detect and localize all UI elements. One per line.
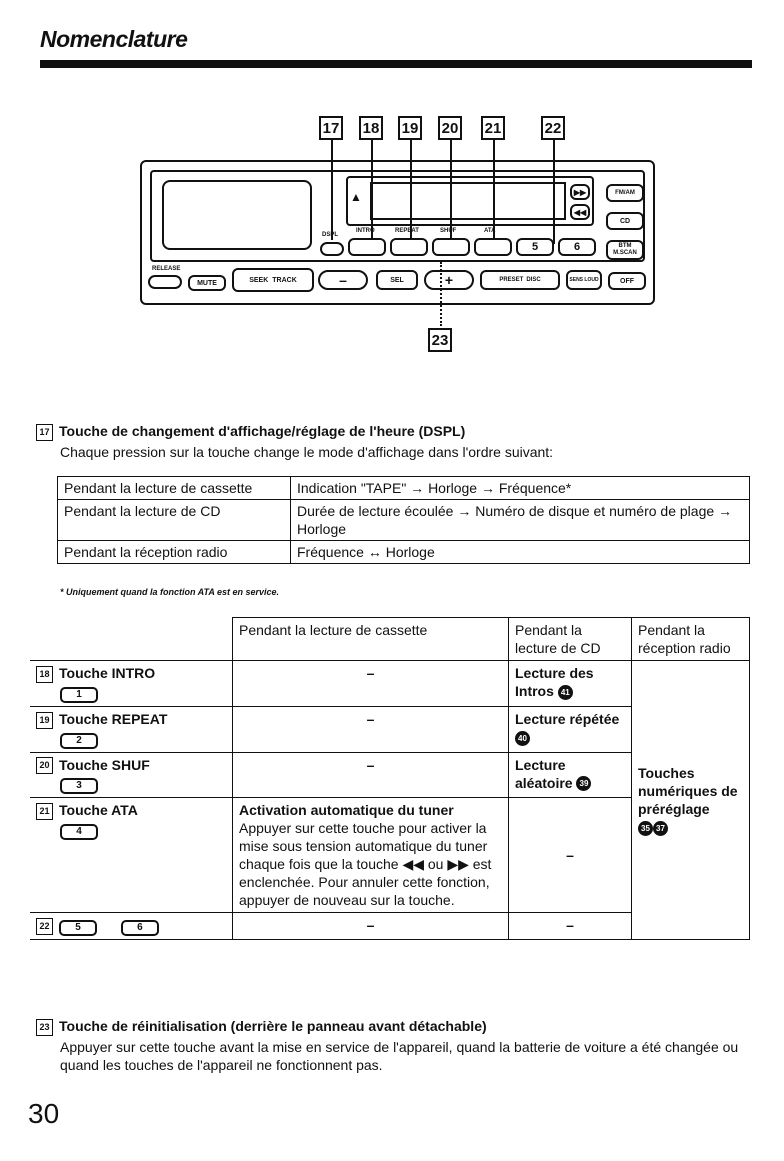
off-button[interactable]: OFF: [608, 272, 646, 290]
ff-button[interactable]: ▶▶: [570, 184, 590, 200]
cd-cell: –: [509, 913, 632, 940]
row-number-22: 22: [36, 918, 53, 935]
radio-text: Touches numériques de préréglage: [638, 765, 738, 818]
section-23-heading: [36, 1018, 487, 1036]
section-17-body: Chaque pression sur la touche change le mode d'affichage dans l'ordre suivant:: [60, 444, 554, 460]
mode-cell: Pendant la lecture de CD: [58, 500, 291, 541]
row-label-18: [30, 661, 233, 707]
cassette-cell: –: [233, 706, 509, 752]
preset-label-shuf: SHUF: [440, 228, 457, 234]
cd-cell: [509, 661, 632, 707]
header-radio: Pendant la réception radio: [632, 618, 750, 661]
key-5-icon: 5: [59, 920, 97, 936]
row-number-21: 21: [36, 803, 53, 820]
cassette-cell: –: [233, 913, 509, 940]
cassette-door: [162, 180, 312, 250]
ref-37-icon: 37: [653, 821, 668, 836]
btm-label: BTM: [618, 243, 632, 249]
preset-2-button[interactable]: [390, 238, 428, 256]
sequence-cell: Durée de lecture écoulée → Numéro de disque et numéro de plage → Horloge: [291, 500, 750, 541]
ref-39-icon: 39: [576, 776, 591, 791]
disc-label: DISC: [526, 277, 541, 283]
callout-23: 23: [428, 328, 452, 352]
display-screen: [370, 182, 566, 220]
row-label-20: [30, 752, 233, 798]
seek-track-button[interactable]: [232, 268, 314, 292]
sequence-cell: Indication "TAPE" → Horloge → Fréquence*: [291, 477, 750, 500]
release-button[interactable]: [148, 275, 182, 289]
ata-description: Appuyer sur cette touche pour activer la mise sous tension automatique du tuner chaque fois que la touche ◀◀ ou ▶▶ est enclenchée. Pour annuler cette fonction, appuyer de nouveau sur la touche.: [239, 820, 492, 909]
volume-up-button[interactable]: +: [424, 270, 474, 290]
header-cassette: Pendant la lecture de cassette: [233, 618, 509, 661]
sens-loud-button[interactable]: SENS LOUD: [566, 270, 602, 290]
table-row: [30, 661, 750, 707]
leader-23: [440, 262, 442, 326]
preset-label-ata: ATA: [484, 228, 496, 234]
cd-cell: [509, 752, 632, 798]
dspl-button[interactable]: [320, 242, 344, 256]
row-title-19: Touche REPEAT: [59, 710, 168, 727]
row-number-18: 18: [36, 666, 53, 683]
callout-20: 20: [438, 116, 462, 140]
row-title-20: Touche SHUF: [59, 756, 150, 773]
row-number-19: 19: [36, 712, 53, 729]
ref-35-icon: 35: [638, 821, 653, 836]
key-4-icon: 4: [60, 824, 98, 840]
function-table: [30, 617, 750, 940]
footnote: * Uniquement quand la fonction ATA est en service.: [60, 587, 280, 597]
section-17-number: 17: [36, 424, 53, 441]
btm-button[interactable]: [606, 240, 644, 260]
seek-label: SEEK: [249, 276, 269, 284]
preset-label-repeat: REPEAT: [395, 228, 419, 234]
cassette-cell: [233, 798, 509, 913]
callout-19: 19: [398, 116, 422, 140]
volume-down-button[interactable]: –: [318, 270, 368, 290]
row-title-21: Touche ATA: [59, 802, 138, 819]
section-23-number: 23: [36, 1019, 53, 1036]
cd-cell: [509, 706, 632, 752]
mscan-label: M.SCAN: [613, 250, 637, 256]
empty-header-cell: [30, 618, 233, 661]
callout-22: 22: [541, 116, 565, 140]
callout-21: 21: [481, 116, 505, 140]
cd-cell: –: [509, 798, 632, 913]
preset-4-button[interactable]: [474, 238, 512, 256]
section-17-heading: [36, 423, 465, 441]
key-3-icon: 3: [60, 778, 98, 794]
preset-1-button[interactable]: [348, 238, 386, 256]
release-label: RELEASE: [152, 266, 181, 272]
table-row: [58, 500, 750, 541]
preset-label: PRESET: [499, 277, 524, 283]
callout-18: 18: [359, 116, 383, 140]
ata-title: Activation automatique du tuner: [239, 802, 454, 819]
cd-text: Lecture aléatoire: [515, 756, 573, 791]
table-row: [58, 541, 750, 564]
mode-cell: Pendant la lecture de cassette: [58, 477, 291, 500]
fm-am-button[interactable]: FM/AM: [606, 184, 644, 202]
preset-3-button[interactable]: [432, 238, 470, 256]
row-title-18: Touche INTRO: [59, 665, 156, 681]
cassette-cell: –: [233, 752, 509, 798]
callout-17: 17: [319, 116, 343, 140]
key-2-icon: 2: [60, 733, 98, 749]
key-6-icon: 6: [121, 920, 159, 936]
header-cd: Pendant la lecture de CD: [509, 618, 632, 661]
ref-41-icon: 41: [558, 685, 573, 700]
table-row: [58, 477, 750, 500]
sel-button[interactable]: SEL: [376, 270, 418, 290]
cd-button[interactable]: CD: [606, 212, 644, 230]
cd-text: Lecture des Intros: [515, 665, 594, 699]
ref-40-icon: 40: [515, 731, 530, 746]
row-label-21: [30, 798, 233, 913]
page-number: 30: [28, 1098, 60, 1129]
preset-6-button[interactable]: 6: [558, 238, 596, 256]
preset-disc-button[interactable]: [480, 270, 560, 290]
row-number-20: 20: [36, 757, 53, 774]
table-header-row: [30, 618, 750, 661]
row-label-19: [30, 706, 233, 752]
page-title: Nomenclature: [40, 26, 188, 52]
section-23-body: Appuyer sur cette touche avant la mise en service de l'appareil, quand la batterie de voiture a été changée ou quand les touches de l'appareil ne fonctionnent pas.: [60, 1039, 739, 1073]
mode-cell: Pendant la réception radio: [58, 541, 291, 564]
eject-icon[interactable]: ▲: [350, 190, 362, 204]
sequence-cell: Fréquence ↔ Horloge: [291, 541, 750, 564]
track-label: TRACK: [272, 276, 297, 284]
cd-text: Lecture répétée: [515, 710, 620, 727]
key-1-icon: 1: [60, 687, 98, 703]
cassette-cell: –: [233, 661, 509, 707]
preset-label-intro: INTRO: [356, 228, 375, 234]
row-label-22: [30, 913, 233, 940]
device-diagram: [0, 0, 784, 400]
rew-button[interactable]: ◀◀: [570, 204, 590, 220]
section-17-title: Touche de changement d'affichage/réglage de l'heure (DSPL): [59, 423, 466, 439]
radio-merged-cell: [632, 661, 750, 940]
mute-button[interactable]: MUTE: [188, 275, 226, 291]
section-23-title: Touche de réinitialisation (derrière le panneau avant détachable): [59, 1018, 487, 1034]
dspl-label: DSPL: [322, 232, 339, 238]
display-order-table: [57, 476, 750, 564]
preset-5-button[interactable]: 5: [516, 238, 554, 256]
